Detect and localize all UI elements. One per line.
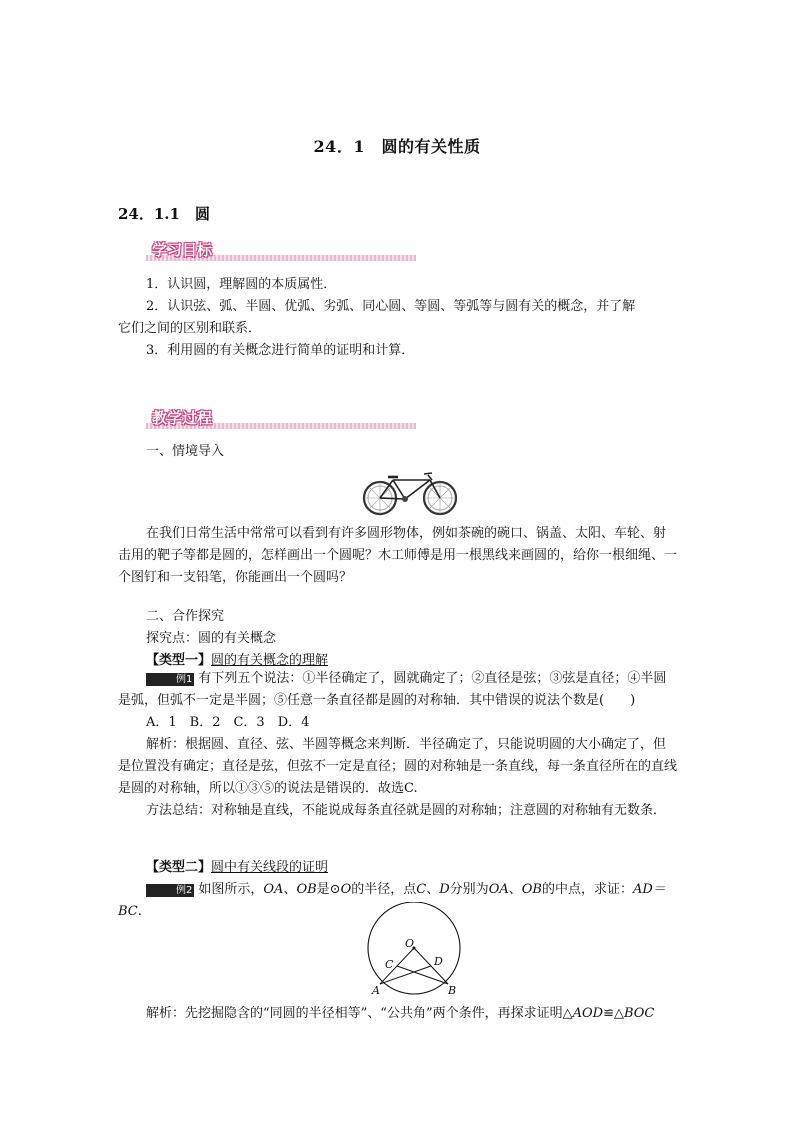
segment-oa: OA — [488, 882, 509, 897]
label-c: C — [385, 958, 394, 971]
example-2-end: . — [137, 904, 142, 919]
subsection-title: 24．1.1 圆 — [118, 205, 210, 223]
point-c: C — [416, 882, 427, 897]
separator: 、 — [508, 882, 522, 897]
analysis-text: 解析：先挖掘隐含的“同圆的半径相等”、“公共角”两个条件，再探求证明△ — [146, 1006, 573, 1021]
proof-target: AD＝BC — [118, 882, 666, 919]
example-1-badge: 例1 — [146, 673, 194, 686]
example-1 — [118, 668, 678, 712]
congruent-symbol: ≌△ — [603, 1006, 624, 1021]
triangle-boc: BOC — [623, 1006, 655, 1021]
example-2-text: 分别为 — [449, 882, 489, 897]
point-o: O — [340, 882, 352, 897]
part2-heading: 二、合作探究 — [146, 609, 225, 624]
type2-name: 圆中有关线段的证明 — [211, 860, 329, 875]
label-d: D — [434, 955, 443, 968]
goal-item-1: 1．认识圆，理解圆的本质属性． — [146, 277, 337, 292]
separator: 、 — [426, 882, 440, 897]
separator: 、 — [283, 882, 297, 897]
example-2-badge: 例2 — [146, 884, 194, 897]
example-1-options: A．1 B．2 C．3 D．4 — [146, 715, 310, 730]
example-2-analysis — [146, 1003, 686, 1025]
type2-heading — [146, 857, 676, 879]
goals-banner — [146, 238, 416, 264]
point-d: D — [439, 882, 450, 897]
example-1-text: 有下列五个说法：①半径确定了，圆就确定了；②直径是弦；③弦是直径；④半圆是弧，但弧不一定是半圆；⑤任意一条直径都是圆的对称轴．其中错误的说法个数是( ) — [118, 671, 667, 708]
example-2-text: 的半径，点 — [351, 882, 417, 897]
circle-figure — [360, 902, 470, 998]
bicycle-illustration — [360, 468, 460, 518]
segment-ob: OB — [521, 882, 542, 897]
process-banner — [146, 406, 416, 432]
goal-item-2: 2．认识弦、弧、半圆、优弧、劣弧、同心圆、等圆、等弧等与圆有关的概念，并了解 — [146, 299, 636, 314]
type1-tag: 【类型一】 — [146, 653, 212, 668]
label-o: O — [405, 937, 415, 950]
segment-oa: OA — [263, 882, 284, 897]
segment-ob: OB — [296, 882, 317, 897]
type2-tag: 【类型二】 — [146, 860, 212, 875]
type1-name: 圆的有关概念的理解 — [211, 653, 329, 668]
process-banner-label: 教学过程 — [152, 409, 213, 427]
label-b: B — [448, 984, 457, 997]
explore-point: 探究点：圆的有关概念 — [146, 631, 277, 646]
goals-banner-label: 学习目标 — [152, 241, 213, 259]
part1-heading: 一、情境导入 — [146, 444, 225, 459]
label-a: A — [372, 984, 380, 997]
section-title: 24．1 圆的有关性质 — [313, 137, 481, 156]
example-1-analysis: 解析：根据圆、直径、弦、半圆等概念来判断．半径确定了，只能说明圆的大小确定了，但是位置没有确定；直径是弦，但弦不一定是直径；圆的对称轴是一条直线，每一条直径所在的直线是圆的对称轴，所以①③⑤的说法是错误的．故选C. — [118, 737, 678, 796]
example-1-summary: 方法总结：对称轴是直线，不能说成每条直径就是圆的对称轴；注意圆的对称轴有无数条． — [146, 803, 667, 818]
goal-item-2-cont: 它们之间的区别和联系． — [118, 321, 262, 336]
example-2-text: 的中点，求证： — [541, 882, 633, 897]
example-2-text: 是⊙ — [316, 882, 341, 897]
goal-item-3: 3．利用圆的有关概念进行简单的证明和计算． — [146, 343, 415, 358]
intro-paragraph: 在我们日常生活中常常可以看到有许多圆形物体，例如茶碗的碗口、锅盖、太阳、车轮、射击用的靶子等都是圆的，怎样画出一个圆呢？木工师傅是用一根黑线来画圆的，给你一根细绳、一个图钉和一支铅笔，你能画出一个圆吗？ — [118, 526, 678, 585]
example-2-text: 如图所示， — [198, 882, 264, 897]
triangle-aod: AOD — [572, 1006, 604, 1021]
